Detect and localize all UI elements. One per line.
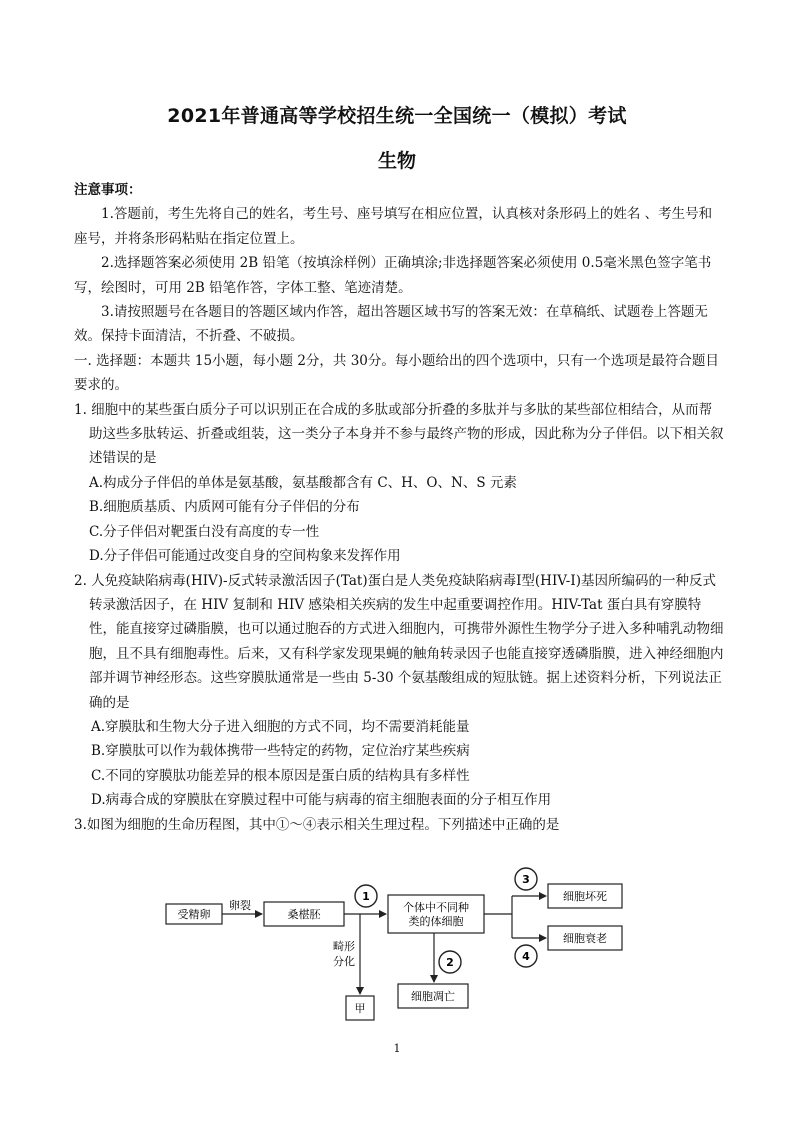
question-2-option-b: B.穿膜肽可以作为载体携带一些特定的药物，定位治疗某些疾病 [91, 743, 470, 760]
cleavage-label: 卵裂 [229, 899, 251, 912]
abnormal-label-line1: 畸形 [333, 940, 355, 953]
process-2-number: 2 [446, 956, 454, 969]
process-4-number: 4 [522, 950, 530, 963]
question-1-option-c: C.分子伴侣对靶蛋白没有高度的专一性 [89, 523, 320, 540]
question-2-stem: 2. 人免疫缺陷病毒(HIV)-反式转录激活因子(Tat)蛋白是人类免疫缺陷病毒Ⅰ型(HIV-Ⅰ)基因所编码的一种反式转录激活因子，在 HIV 复制和 HIV 感染相关疾病的发生中起重要调控作用。HIV-Tat 蛋白具有穿膜特性，能直接穿过磷脂膜，也可以通过胞吞的方式进入细胞内，可携带外源性生物学分子进入多种哺乳动物细胞，且不具有细胞毒性。后来，又有科学家发现果蝇的触角转录因子也能直接穿透磷脂膜，进入神经细胞内部并调节神经形态。这些穿膜肽通常是一些由 5-30 个氨基酸组成的短肽链。据上述资料分析，下列说法正确的是 [74, 572, 724, 711]
abnormal-label-line2: 分化 [333, 955, 355, 968]
notice-item-1: 1.答题前，考生先将自己的姓名，考生号、座号填写在相应位置，认真核对条形码上的姓名 、考生号和座号，并将条形码粘贴在指定位置上。 [74, 206, 713, 247]
notice-heading: 注意事项： [74, 182, 142, 198]
notice-item-2: 2.选择题答案必须使用 2B 铅笔（按填涂样例）正确填涂;非选择题答案必须使用 0.5毫米黑色签字笔书写，绘图时，可用 2B 铅笔作答，字体工整、笔迹清楚。 [74, 255, 712, 296]
morula-label: 桑椹胚 [287, 908, 321, 921]
section-intro: 一. 选择题：本题共 15小题，每小题 2分，共 30分。每小题给出的四个选项中，只有一个选项是最符合题目要求的。 [74, 352, 719, 394]
question-2-option-c: C.不同的穿膜肽功能差异的根本原因是蛋白质的结构具有多样性 [91, 767, 470, 784]
question-2-option-a: A.穿膜肽和生物大分子进入细胞的方式不同，均不需要消耗能量 [91, 718, 470, 735]
body-cells-label-line2: 类的体细胞 [408, 915, 464, 928]
aging-label: 细胞衰老 [563, 932, 607, 945]
subject-title: 生物 [377, 150, 416, 172]
fertilized-egg-label: 受精卵 [177, 908, 211, 921]
question-3-stem: 3.如图为细胞的生命历程图，其中①～④表示相关生理过程。下列描述中正确的是 [74, 816, 560, 833]
question-1-option-a: A.构成分子伴侣的单体是氨基酸，氨基酸都含有 C、H、O、N、S 元素 [89, 474, 517, 491]
question-1-option-d: D.分子伴侣可能通过改变自身的空间构象来发挥作用 [89, 548, 401, 565]
question-2-option-d: D.病毒合成的穿膜肽在穿膜过程中可能与病毒的宿主细胞表面的分子相互作用 [91, 792, 552, 809]
process-3-number: 3 [522, 873, 530, 886]
apoptosis-label: 细胞凋亡 [411, 990, 455, 1003]
page-number: 1 [393, 1042, 401, 1055]
question-1-stem: 1. 细胞中的某些蛋白质分子可以识别正在合成的多肽或部分折叠的多肽并与多肽的某些部位相结合，从而帮助这些多肽转运、折叠或组装，这一类分子本身并不参与最终产物的形成，因此称为分子伴侣。以下相关叙述错误的是 [74, 401, 724, 467]
body-cells-label-line1: 个体中不同种 [403, 901, 469, 914]
necrosis-label: 细胞坏死 [563, 890, 607, 903]
process-1-number: 1 [362, 890, 370, 903]
cell-life-history-diagram [150, 862, 650, 1027]
notice-item-3: 3.请按照题号在各题目的答题区域内作答，超出答题区域书写的答案无效：在草稿纸、试题卷上答题无效。保持卡面清洁，不折叠、不破损。 [74, 304, 708, 345]
page-title: 2021年普通高等学校招生统一全国统一（模拟）考试 [167, 105, 627, 127]
exam-content [74, 178, 724, 837]
question-1-option-b: B.细胞质基质、内质网可能有分子伴侣的分布 [89, 499, 360, 516]
jia-label: 甲 [354, 1002, 366, 1015]
